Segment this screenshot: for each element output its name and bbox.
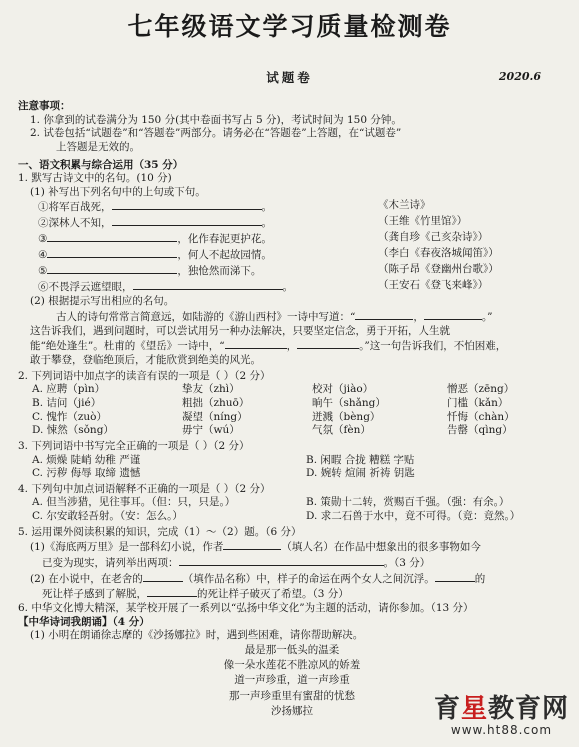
notes-item-3: 上答题是无效的。 (56, 140, 140, 153)
q1-para-line: 古人的诗句常常言简意远，如陆游的《游山西村》一诗中写道：“ ， 。” (56, 311, 493, 324)
poem-source: （龚自珍《己亥杂诗》） (378, 231, 489, 244)
watermark-url: www.ht88.com (450, 723, 553, 738)
poem-source: （王安石《登飞来峰》） (378, 279, 489, 292)
poem-source: （王维《竹里馆》） (378, 215, 468, 228)
q1-para-line: 能“绝处逢生”。杜甫的《望岳》一诗中，“ ， 。”这一句告诉我们，不怕困难， (30, 340, 507, 353)
q1-sub2: (2) 根据提示写出相应的名句。 (30, 295, 175, 308)
poem-line: ⑤ ，独怆然而涕下。 （陈子昂《登幽州台歌》） (38, 263, 499, 278)
notes-item-2: 2. 试卷包括“试题卷”和“答题卷”两部分。请务必在“答题卷”上答题，在“试题卷” (30, 127, 402, 140)
answer-blank (133, 279, 283, 290)
poem-line: ⑥不畏浮云遮望眼， 。 （王安石《登飞来峰》） (38, 279, 489, 294)
answer-blank (179, 555, 384, 566)
poem-verse: 最是那一低头的温柔 (244, 643, 340, 656)
q5-line: (1)《海底两万里》是一部科幻小说，作者 （填人名）在作品中想象出的很多事物如今 (30, 541, 481, 554)
q3-stem: 3. 下列词语中书写完全正确的一项是（ ）（2 分） (18, 439, 250, 452)
q5-line: (2) 在小说中，在老舍的 （填作品名称）中，样子的命运在两个女人之间沉浮。 的 (30, 572, 486, 585)
exam-subtitle: 试题卷 (266, 70, 313, 85)
poem-verse: 道一声珍重，道一声珍重 (234, 674, 350, 687)
q5-stem: 5. 运用课外阅读积累的知识，完成（1）～（2）题。（6 分） (18, 525, 302, 538)
q1-para-line: 敢于攀登，登临绝顶后，才能欣赏到绝美的风光。 (30, 354, 261, 367)
exam-body (18, 100, 566, 719)
answer-blank (112, 199, 262, 210)
exam-title: 七年级语文学习质量检测卷 (127, 12, 452, 41)
q1-stem: 1. 默写古诗文中的名句。(10 分) (18, 172, 172, 185)
poem-line: ③ ，化作春泥更护花。 （龚自珍《己亥杂诗》） (38, 231, 489, 246)
q6-sub-heading: 【中华诗词我朗诵】（4 分） (18, 615, 150, 628)
answer-blank (47, 263, 177, 274)
poem-line: ②深林人不知， 。 （王维《竹里馆》） (38, 215, 468, 230)
q1-sub1: (1) 补写出下列名句中的上句或下句。 (30, 185, 206, 198)
exam-date: 2020.6 (498, 70, 541, 83)
poem-source: 《木兰诗》 (378, 199, 431, 212)
q6-sub1: (1) 小明在朗诵徐志摩的《沙扬娜拉》时，遇到些困难，请你帮助解决。 (30, 629, 364, 642)
answer-blank (147, 586, 197, 597)
poem-line: ①将军百战死， 。 《木兰诗》 (38, 199, 431, 214)
q4-options: A. 但当涉猎，见往事耳。（但：只，只是。） B. 策勋十二转，赏赐百千强。（强：有余。） C. 尔安敢轻吾射。（安：怎么。） D. 求二石兽于水中，竟不可得。（竟：竟然。） (32, 496, 521, 523)
q2-stem: 2. 下列词语中加点字的读音有误的一项是（ ）（2 分） (18, 369, 271, 382)
q6-stem: 6. 中华文化博大精深，某学校开展了一系列以“弘扬中华文化”为主题的活动，请你参加。（13 分） (18, 601, 474, 614)
site-watermark (434, 696, 569, 739)
answer-blank (47, 247, 177, 258)
answer-blank (355, 309, 413, 320)
poem-verse: 沙扬娜拉 (271, 704, 313, 717)
answer-blank (297, 338, 359, 349)
section1-heading: 一、语文积累与综合运用（35 分） (18, 158, 184, 171)
answer-blank (47, 231, 177, 242)
answer-blank (435, 571, 475, 582)
q3-options: A. 烦燥 陡峭 幼稚 严谨 B. 闲暇 合拢 糟糕 字贴 C. 污秽 侮辱 取缔 遗憾 D. 婉转 煊闹 祈祷 钥匙 (32, 453, 415, 480)
answer-blank (112, 215, 262, 226)
q1-para-line: 这告诉我们，遇到问题时，可以尝试用另一种办法解决，只要坚定信念，勇于开拓，人生就 (30, 324, 450, 337)
poem-verse: 那一声珍重里有蜜甜的忧愁 (229, 689, 355, 702)
watermark-logo: 育星教育网 (433, 694, 569, 725)
poem-source: （李白《春夜洛城闻笛》） (378, 247, 499, 260)
answer-blank (225, 338, 287, 349)
q5-line: 死让样子感到了解脱， 的死让样子破灭了希望。（3 分） (42, 588, 349, 601)
q4-stem: 4. 下列句中加点词语解释不正确的一项是（ ）（2 分） (18, 482, 271, 495)
poem-verse: 像一朵水莲花不胜凉风的娇羞 (223, 659, 361, 672)
poem-line: ④ ，何人不起故园情。 （李白《春夜洛城闻笛》） (38, 247, 499, 262)
poem-source: （陈子昂《登幽州台歌》） (378, 263, 499, 276)
answer-blank (143, 571, 183, 582)
q1-poem-lines (18, 199, 566, 295)
notes-item-1: 1. 你拿到的试卷满分为 150 分(其中卷面书写占 5 分)，考试时间为 150 分钟。 (30, 113, 402, 126)
notes-heading: 注意事项： (18, 100, 71, 112)
q2-options: A. 应聘（pìn） 挚友（zhì） 校对（jiào） 憎恶（zēng） B. 诘问（jié） 粗拙（zhuō） 晌午（shǎng） 门槛（kǎn） C. 愧怍（zuò） 凝望（níng） 迸溅（bèng） 忏悔（chàn） D. 悚然（sǒng） 毋宁（wú） 气氛（fèn） 告罄（qìng） (32, 383, 515, 437)
answer-blank (424, 309, 482, 320)
answer-blank (223, 539, 281, 550)
q5-line: 已变为现实，请列举出两项： 。（3 分） (42, 557, 431, 570)
